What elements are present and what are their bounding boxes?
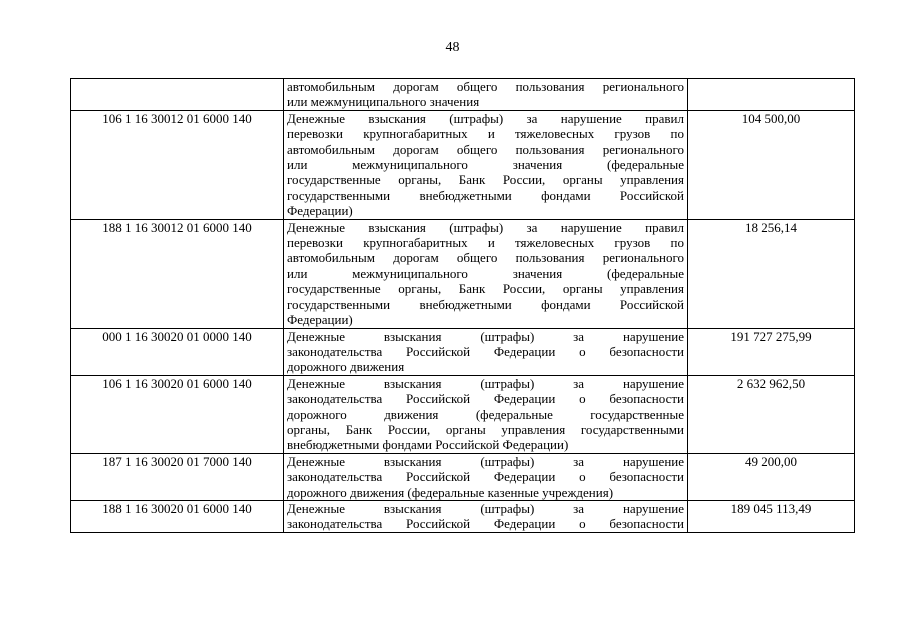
description-cell — [284, 110, 688, 219]
amount-cell: 191 727 275,99 — [688, 328, 855, 375]
description-cell — [284, 453, 688, 500]
amount-cell: 2 632 962,50 — [688, 375, 855, 453]
amount-cell: 189 045 113,49 — [688, 500, 855, 532]
description-line: законодательства Российской Федерации о безопасности — [287, 469, 684, 485]
description-line: государственными внебюджетными фондами Российской — [287, 296, 684, 312]
page-number: 48 — [445, 40, 460, 55]
description-line: автомобильным дорогам общего пользования регионального — [287, 79, 684, 94]
description-line: перевозки крупногабаритных и тяжеловесных грузов по — [287, 235, 684, 251]
amount-cell — [688, 79, 855, 111]
description-line: автомобильным дорогам общего пользования регионального — [287, 141, 684, 157]
description-line: Денежные взыскания (штрафы) за нарушение правил — [287, 219, 684, 235]
budget-revenue-table — [70, 78, 855, 533]
description-line: перевозки крупногабаритных и тяжеловесных грузов по — [287, 126, 684, 142]
description-cell — [284, 500, 688, 532]
description-line: органы, Банк России, органы управления государственными — [287, 421, 684, 437]
table-row — [71, 328, 855, 375]
budget-code-cell: 106 1 16 30012 01 6000 140 — [71, 110, 284, 219]
budget-code-cell: 188 1 16 30020 01 6000 140 — [71, 500, 284, 532]
description-line: или межмуниципального значения (федеральные — [287, 265, 684, 281]
budget-code-cell: 187 1 16 30020 01 7000 140 — [71, 453, 284, 500]
description-line: дорожного движения — [287, 359, 405, 375]
description-line: законодательства Российской Федерации о безопасности — [287, 516, 684, 532]
description-line: Федерации) — [287, 312, 353, 328]
description-line: государственные органы, Банк России, органы управления — [287, 172, 684, 188]
description-line: дорожного движения (федеральные казенные учреждения) — [287, 484, 614, 500]
table-row — [71, 453, 855, 500]
table-row — [71, 500, 855, 532]
description-cell — [284, 219, 688, 328]
description-line: автомобильным дорогам общего пользования регионального — [287, 250, 684, 266]
amount-cell: 104 500,00 — [688, 110, 855, 219]
description-line: или межмуниципального значения (федеральные — [287, 157, 684, 173]
amount-cell: 18 256,14 — [688, 219, 855, 328]
budget-code-cell: 106 1 16 30020 01 6000 140 — [71, 375, 284, 453]
description-line: или межмуниципального значения — [287, 94, 480, 110]
table-body — [71, 79, 855, 533]
budget-code-cell: 000 1 16 30020 01 0000 140 — [71, 328, 284, 375]
table-row — [71, 375, 855, 453]
description-line: законодательства Российской Федерации о безопасности — [287, 343, 684, 359]
description-line: Денежные взыскания (штрафы) за нарушение — [287, 375, 684, 391]
description-line: государственные органы, Банк России, органы управления — [287, 281, 684, 297]
table-row — [71, 79, 855, 111]
description-line: Денежные взыскания (штрафы) за нарушение правил — [287, 110, 684, 126]
description-cell — [284, 375, 688, 453]
budget-code-cell: 188 1 16 30012 01 6000 140 — [71, 219, 284, 328]
description-line: законодательства Российской Федерации о безопасности — [287, 391, 684, 407]
description-cell — [284, 328, 688, 375]
description-cell — [284, 79, 688, 111]
description-line: Федерации) — [287, 203, 353, 219]
description-line: внебюджетными фондами Российской Федерации) — [287, 437, 569, 453]
budget-code-cell — [71, 79, 284, 111]
description-line: государственными внебюджетными фондами Российской — [287, 187, 684, 203]
table-row — [71, 219, 855, 328]
table-row — [71, 110, 855, 219]
amount-cell: 49 200,00 — [688, 453, 855, 500]
description-line: Денежные взыскания (штрафы) за нарушение — [287, 453, 684, 469]
description-line: дорожного движения (федеральные государственные — [287, 406, 684, 422]
description-line: Денежные взыскания (штрафы) за нарушение — [287, 500, 684, 516]
description-line: Денежные взыскания (штрафы) за нарушение — [287, 328, 684, 344]
